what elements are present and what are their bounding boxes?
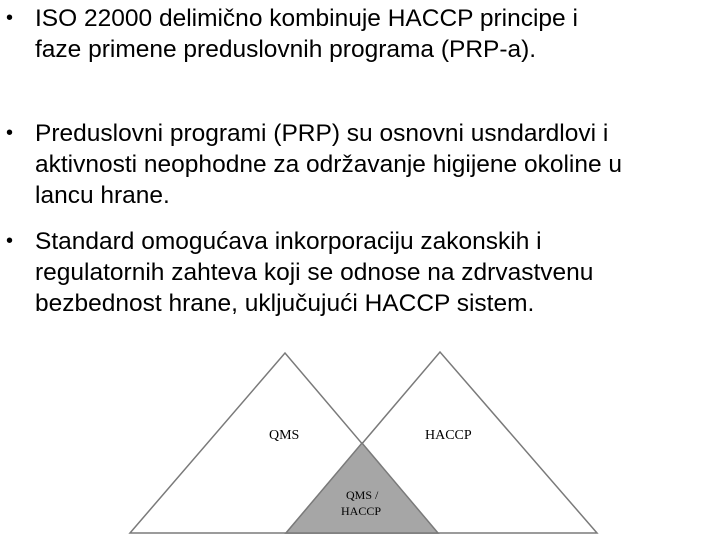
bullet-line: aktivnosti neophodne za održavanje higijene okoline u [35, 151, 623, 178]
qms-label: QMS [269, 428, 300, 443]
bullet-dot: • [6, 230, 14, 252]
bullet-line: faze primene preduslovnih programa (PRP-a). [35, 36, 537, 63]
bullet-dot: • [6, 122, 14, 144]
overlap-label-line2: HACCP [341, 504, 382, 518]
bullet-line: lancu hrane. [35, 182, 170, 209]
bullet-line: Preduslovni programi (PRP) su osnovni usndardlovi i [35, 120, 609, 147]
overlap-label-line1: QMS / [346, 488, 379, 502]
bullet-line: bezbednost hrane, uključujući HACCP sistem. [35, 290, 535, 317]
bullet-line: regulatornih zahteva koji se odnose na zdrvastvenu [35, 259, 594, 286]
bullet-dot: • [6, 7, 14, 29]
bullet-line: ISO 22000 delimično kombinuje HACCP principe i [35, 5, 578, 32]
haccp-label: HACCP [425, 428, 472, 443]
bullet-line: Standard omogućava inkorporaciju zakonskih i [35, 228, 542, 255]
